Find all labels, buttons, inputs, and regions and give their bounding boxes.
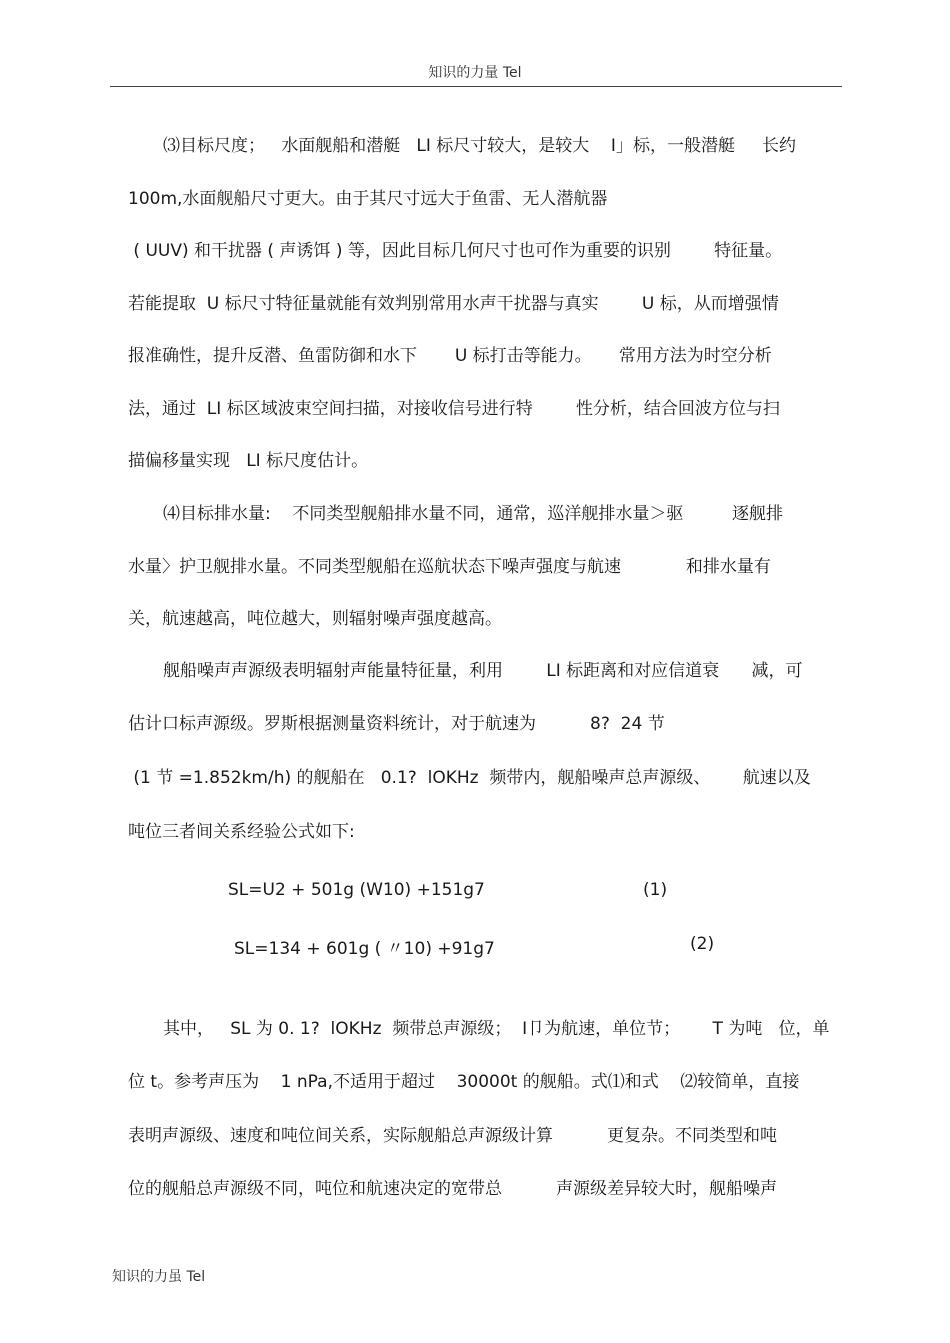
text-line: 100m,水面舰船尺寸更大。由于其尺寸远大于鱼雷、无人潜航器: [128, 189, 608, 209]
text-line: 若能提取 U 标尺寸特征量就能有效判别常用水声干扰器与真实 U 标，从而增强情: [128, 294, 779, 314]
formula-1: SL=U2 + 501g (W10) +151g7: [228, 880, 485, 900]
page-footer: 知识的力虽 Tel: [112, 1269, 206, 1285]
text-line: 位的舰船总声源级不同，吨位和航速决定的宽带总 声源级差异较大时，舰船噪声: [128, 1179, 778, 1199]
text-line: 报准确性，提升反潜、鱼雷防御和水下 U 标打击等能力。 常用方法为时空分析: [128, 346, 772, 366]
text-line: ⑷目标排水量: 不同类型舰船排水量不同，通常，巡洋舰排水量＞驱 逐舰排: [163, 504, 783, 524]
header-rule: [110, 86, 842, 87]
text-line: 估计口标声源级。罗斯根据测量资料统计，对于航速为 8? 24 节: [128, 714, 665, 734]
formula-2-number: (2): [690, 934, 715, 954]
formula-1-number: (1): [643, 880, 668, 900]
text-line: 描偏移量实现 LI 标尺度估计。: [128, 451, 369, 471]
text-line: 其中， SL 为 0. 1? lOKHz 频带总声源级； I卩为航速，单位节； T 为吨 位，单: [163, 1019, 830, 1039]
text-line: 表明声源级、速度和吨位间关系，实际舰船总声源级计算 更复杂。不同类型和吨: [128, 1126, 778, 1146]
text-line: ( UUV) 和干扰器 ( 声诱饵 ) 等，因此目标几何尺寸也可作为重要的识别 特征量。: [128, 241, 783, 261]
text-line: 位 t。参考声压为 1 nPa,不适用于超过 30000t 的舰船。式⑴和式 ⑵较简单，直接: [128, 1072, 800, 1092]
text-line: ⑶目标尺度； 水面舰船和潜艇 LI 标尺寸较大，是较大 I」标，一般潜艇 长约: [163, 136, 796, 156]
formula-2: SL=134 + 601g ( 〃10) +91g7: [234, 939, 495, 959]
text-line: 水量〉护卫舰排水量。不同类型舰船在巡航状态下噪声强度与航速 和排水量有: [128, 557, 771, 577]
text-line: 关，航速越高，吨位越大，则辐射噪声强度越高。: [128, 609, 502, 629]
page-header: 知识的力量 Tel: [428, 65, 522, 81]
text-line: (1 节 =1.852km/h) 的舰船在 0.1? lOKHz 频带内，舰船噪声总声源级、 航速以及: [128, 768, 811, 788]
text-line: 法，通过 LI 标区域波束空间扫描，对接收信号进行特 性分析，结合回波方位与扫: [128, 399, 780, 419]
text-line: 吨位三者间关系经验公式如下:: [128, 822, 355, 842]
text-line: 舰船噪声声源级表明辐射声能量特征量，利用 LI 标距离和对应信道衰 减，可: [163, 661, 803, 681]
